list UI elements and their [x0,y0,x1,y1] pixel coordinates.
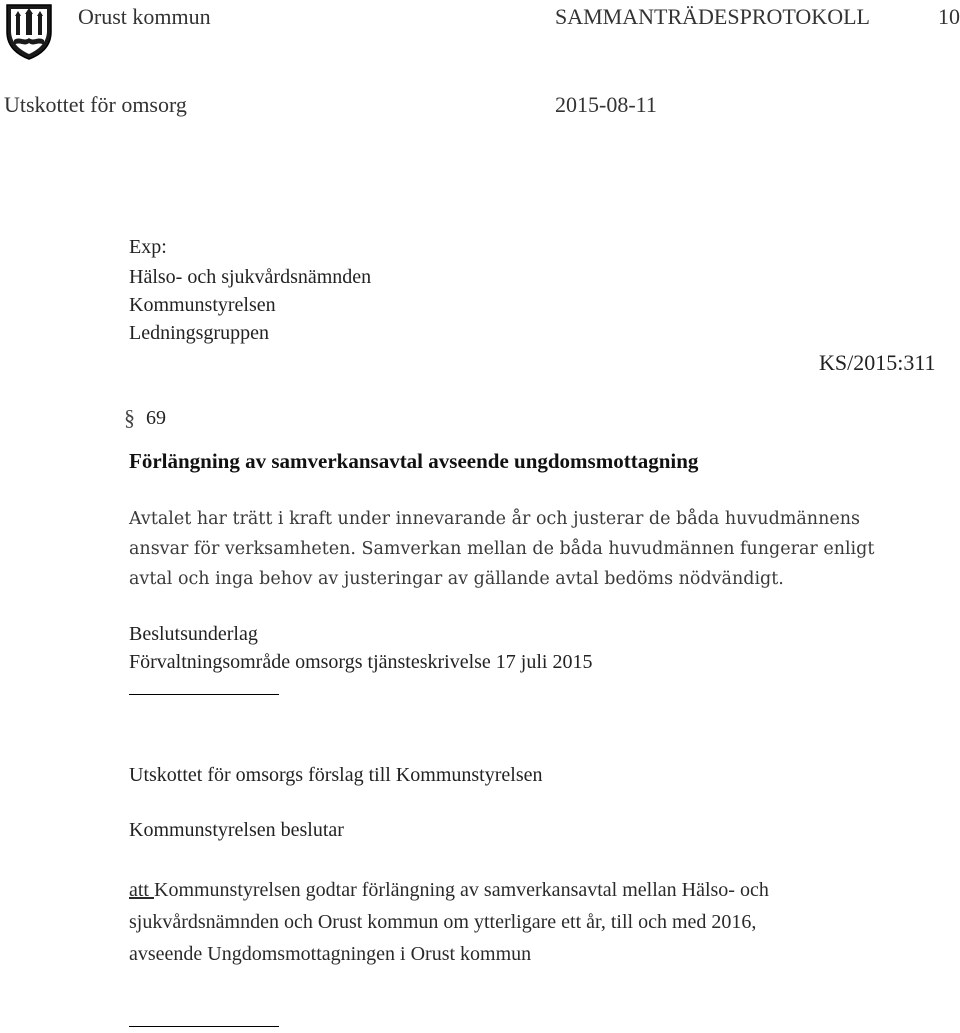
decision-heading: Kommunstyrelsen beslutar [129,819,344,841]
case-number: KS/2015:311 [819,350,936,375]
distribution-recipient: Kommunstyrelsen [129,294,276,316]
section-title: Förlängning av samverkansavtal avseende ungdomsmottagning [129,449,699,473]
separator-rule [129,694,279,695]
header-page-number: 10 [938,4,960,29]
summary-line: Avtalet har trätt i kraft under innevarande år och justerar de båda huvudmännens [129,509,860,529]
header-doc-type: SAMMANTRÄDESPROTOKOLL [555,4,870,29]
distribution-label: Exp: [129,236,167,258]
summary-line: ansvar för verksamheten. Samverkan mellan de båda huvudmännen fungerar enligt [129,539,875,559]
summary-paragraph [129,504,874,594]
coat-of-arms-icon [4,2,54,60]
decision-line: sjukvårdsnämnden och Orust kommun om ytterligare ett år, till och med 2016, [129,911,757,933]
decision-line: avseende Ungdomsmottagningen i Orust kommun [129,943,532,965]
basis-item: Förvaltningsområde omsorgs tjänsteskrivelse 17 juli 2015 [129,651,593,673]
basis-heading: Beslutsunderlag [129,623,258,645]
header-org: Orust kommun [78,4,211,29]
decision-prefix: att [129,879,154,901]
section-symbol: § [124,405,135,430]
decision-line [129,874,769,906]
header-date: 2015-08-11 [555,92,657,117]
decision-paragraph [129,874,769,970]
summary-line: avtal och inga behov av justeringar av gällande avtal bedöms nödvändigt. [129,569,784,589]
header-committee: Utskottet för omsorg [4,92,187,117]
distribution-recipient: Hälso- och sjukvårdsnämnden [129,266,372,288]
separator-rule [129,1026,279,1027]
section-number: 69 [146,407,166,429]
distribution-recipient: Ledningsgruppen [129,322,269,344]
proposal-heading: Utskottet för omsorgs förslag till Kommunstyrelsen [129,764,543,786]
decision-line-text: Kommunstyrelsen godtar förlängning av samverkansavtal mellan Hälso- och [154,879,769,901]
